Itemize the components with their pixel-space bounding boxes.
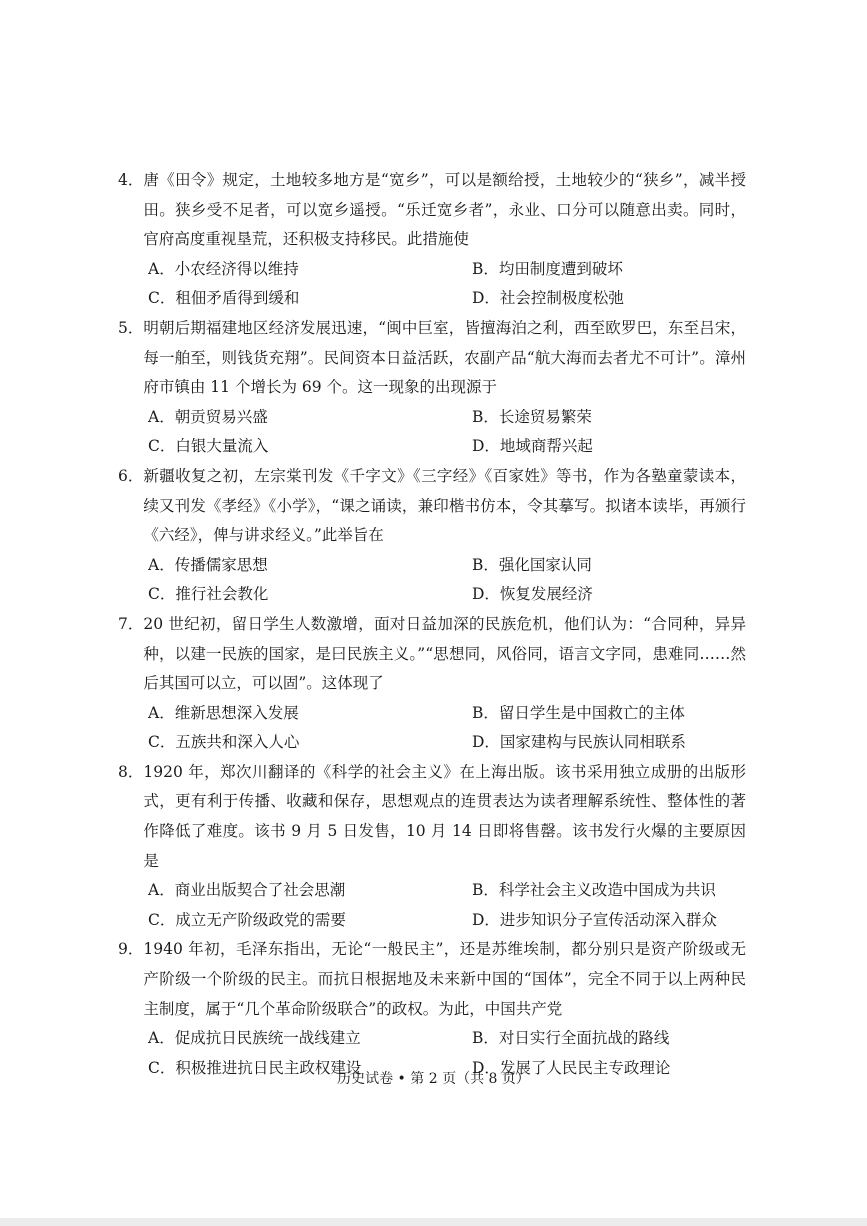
question-number: 4． [118, 171, 144, 189]
option-grid [118, 403, 746, 462]
scan-edge [0, 1218, 867, 1226]
option-c: C．五族共和深入人心 [148, 733, 300, 752]
option-d: D．发展了人民民主专政理论 [472, 1058, 671, 1077]
option-d: D．社会控制极度松弛 [472, 289, 624, 308]
option-d: D．恢复发展经济 [472, 585, 593, 604]
option-a: A．小农经济得以维持 [148, 259, 299, 278]
question-8 [118, 758, 746, 936]
question-6 [118, 462, 746, 610]
question-5 [118, 314, 746, 462]
question-4 [118, 166, 746, 314]
question-text: 明朝后期福建地区经济发展迅速，“闽中巨室，皆擅海泊之利，西至欧罗巴，东至吕宋，每一舶至，则钱货充翔”。民间资本日益活跃，农副产品“航大海而去者尤不可计”。漳州府市镇由 11 个增长为 69 个。这一现象的出现源于 [143, 318, 746, 397]
option-b: B．对日实行全面抗战的路线 [472, 1029, 670, 1048]
option-c: C．推行社会教化 [148, 585, 269, 604]
question-list [118, 166, 746, 1083]
option-a: A．维新思想深入发展 [148, 703, 299, 722]
option-d: D．地域商帮兴起 [472, 437, 593, 456]
question-text: 20 世纪初，留日学生人数激增，面对日益加深的民族危机，他们认为：“合同种，异异种，以建一民族的国家，是曰民族主义。”“思想同，风俗同，语言文字同，患难同……然后其国可以立，可以固”。这体现了 [143, 614, 746, 693]
option-b: B．强化国家认同 [472, 555, 592, 574]
option-d: D．国家建构与民族认同相联系 [472, 733, 686, 752]
option-a: A．传播儒家思想 [148, 555, 268, 574]
question-text: 唐《田令》规定，土地较多地方是“宽乡”，可以是额给授，土地较少的“狭乡”，减半授田。狭乡受不足者，可以宽乡遥授。“乐迁宽乡者”，永业、口分可以随意出卖。同时，官府高度重视垦荒，还积极支持移民。此措施使 [143, 171, 746, 249]
option-grid [118, 876, 746, 935]
option-a: A．促成抗日民族统一战线建立 [148, 1029, 361, 1048]
question-number: 5． [118, 318, 144, 337]
option-c: C．积极推进抗日民主政权建设 [148, 1058, 362, 1077]
option-grid [118, 551, 746, 610]
question-9 [118, 935, 746, 1083]
question-stem [118, 166, 746, 255]
option-c: C．租佃矛盾得到缓和 [148, 289, 300, 308]
option-c: C．成立无产阶级政党的需要 [148, 910, 346, 929]
question-number: 9． [118, 940, 144, 959]
option-grid [118, 255, 746, 314]
question-text: 1920 年，郑次川翻译的《科学的社会主义》在上海出版。该书采用独立成册的出版形式，更有利于传播、收藏和保存，思想观点的连贯表达为读者理解系统性、整体性的著作降低了难度。该书 9 月 5 日发售，10 月 14 日即将售罄。该书发行火爆的主要原因是 [143, 762, 746, 870]
question-stem [118, 462, 746, 551]
option-b: B．科学社会主义改造中国成为共识 [472, 881, 716, 900]
option-b: B．留日学生是中国救亡的主体 [472, 703, 685, 722]
question-stem [118, 758, 746, 876]
option-b: B．长途贸易繁荣 [472, 407, 592, 426]
option-b: B．均田制度遭到破坏 [472, 259, 623, 278]
option-c: C．白银大量流入 [148, 437, 269, 456]
question-text: 新疆收复之初，左宗棠刊发《千字文》《三字经》《百家姓》等书，作为各塾童蒙读本，续又刊发《孝经》《小学》，“课之诵读，兼印楷书仿本，令其摹写。拟诸本读毕，再颁行《六经》，俾与讲求经义。”此举旨在 [143, 466, 746, 545]
option-d: D．进步知识分子宣传活动深入群众 [472, 910, 717, 929]
question-number: 8． [118, 762, 144, 781]
question-stem [118, 314, 746, 403]
question-stem [118, 610, 746, 699]
question-text: 1940 年初，毛泽东指出，无论“一般民主”，还是苏维埃制，都分别只是资产阶级或无产阶级一个阶级的民主。而抗日根据地及未来新中国的“国体”，完全不同于以上两种民主制度，属于“几个革命阶级联合”的政权。为此，中国共产党 [143, 940, 746, 1018]
option-a: A．商业出版契合了社会思潮 [148, 881, 346, 900]
question-7 [118, 610, 746, 758]
question-number: 6． [118, 466, 144, 485]
option-grid [118, 699, 746, 758]
option-a: A．朝贡贸易兴盛 [148, 407, 268, 426]
question-stem [118, 935, 746, 1024]
question-number: 7． [118, 614, 144, 633]
page-footer: 历史试卷 • 第 2 页（共 8 页） [337, 1071, 530, 1087]
